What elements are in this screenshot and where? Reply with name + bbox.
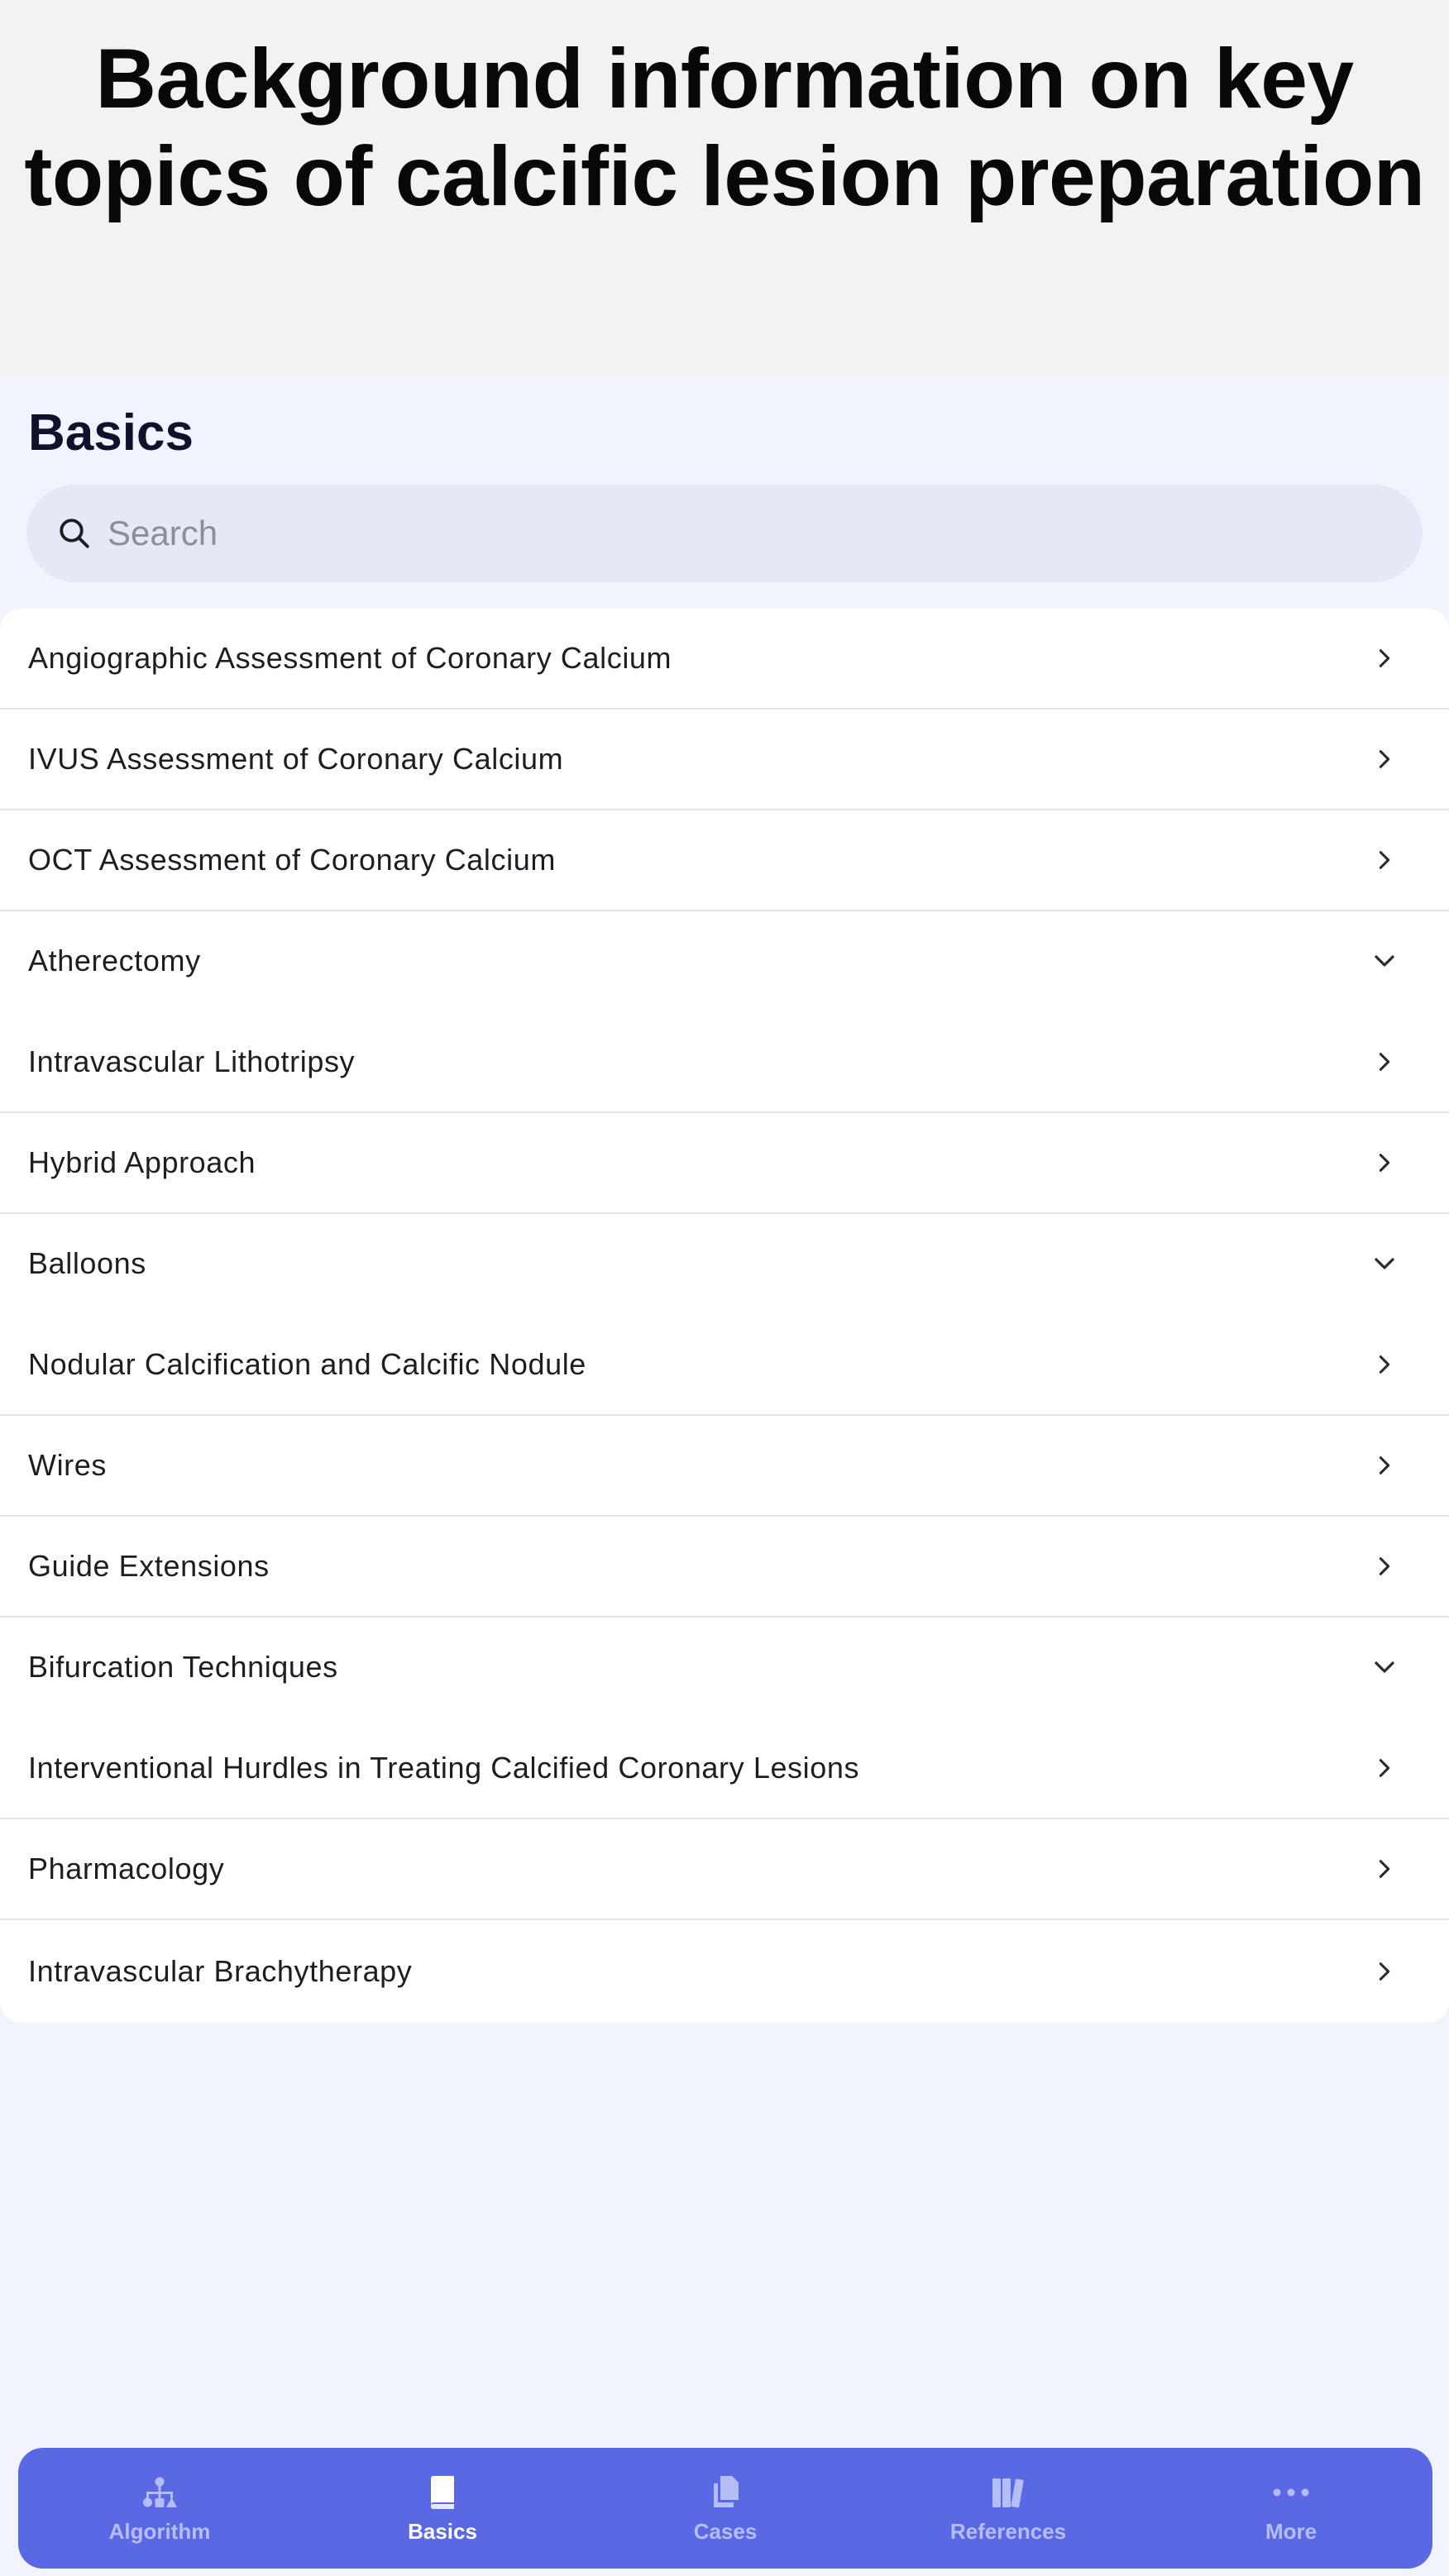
list-item-label: Intravascular Brachytherapy (28, 1954, 413, 1988)
chevron-down-icon (1366, 1649, 1403, 1685)
books-icon (988, 2473, 1028, 2512)
tab-label: Basics (408, 2518, 477, 2544)
chevron-down-icon (1366, 1245, 1403, 1282)
list-item-label: Interventional Hurdles in Treating Calcified Coronary Lesions (28, 1751, 860, 1785)
chevron-right-icon (1366, 1346, 1403, 1383)
list-item[interactable] (0, 1517, 1449, 1618)
chevron-right-icon (1366, 1044, 1403, 1080)
chevron-right-icon (1366, 1447, 1403, 1484)
list-item[interactable] (0, 1718, 1449, 1819)
chevron-right-icon (1366, 640, 1403, 676)
topics-list (0, 609, 1449, 2023)
tab-label: Algorithm (108, 2518, 211, 2544)
list-item-label: Pharmacology (28, 1852, 225, 1885)
list-item-label: Balloons (28, 1246, 146, 1280)
list-item-label: IVUS Assessment of Coronary Calcium (28, 742, 564, 776)
list-item[interactable] (0, 1819, 1449, 1920)
list-item[interactable] (0, 609, 1449, 710)
list-item-label: Atherectomy (28, 944, 201, 977)
tab-algorithm[interactable] (18, 2448, 301, 2569)
tab-references[interactable] (867, 2448, 1150, 2569)
list-item[interactable] (0, 1315, 1449, 1416)
chevron-right-icon (1366, 1953, 1403, 1990)
list-item-label: Guide Extensions (28, 1549, 270, 1583)
list-item-expandable[interactable] (0, 911, 1449, 1012)
search-icon (53, 512, 96, 555)
org-chart-icon (140, 2473, 179, 2512)
list-item[interactable] (0, 1012, 1449, 1113)
list-item-label: Hybrid Approach (28, 1145, 256, 1179)
tab-more[interactable] (1150, 2448, 1432, 2569)
search-bar[interactable] (26, 485, 1423, 582)
section-title: Basics (28, 404, 194, 461)
list-item-label: Wires (28, 1448, 107, 1482)
tab-label: More (1265, 2518, 1317, 2544)
chevron-right-icon (1366, 842, 1403, 878)
list-item-label: Angiographic Assessment of Coronary Calcium (28, 641, 672, 675)
list-item-label: Nodular Calcification and Calcific Nodule (28, 1347, 586, 1381)
chevron-right-icon (1366, 1145, 1403, 1181)
bottom-tab-bar (18, 2448, 1432, 2569)
tab-label: Cases (693, 2518, 758, 2544)
tab-cases[interactable] (584, 2448, 867, 2569)
chevron-right-icon (1366, 1851, 1403, 1887)
documents-icon (705, 2473, 745, 2512)
book-icon (423, 2473, 462, 2512)
search-input[interactable] (108, 500, 1348, 566)
chevron-right-icon (1366, 1548, 1403, 1584)
tab-basics[interactable] (301, 2448, 584, 2569)
list-item-expandable[interactable] (0, 1618, 1449, 1718)
list-item-label: Intravascular Lithotripsy (28, 1044, 356, 1078)
tab-label: References (949, 2518, 1067, 2544)
more-dots-icon (1271, 2473, 1311, 2512)
list-item[interactable] (0, 1416, 1449, 1517)
chevron-right-icon (1366, 1750, 1403, 1786)
list-item-label: OCT Assessment of Coronary Calcium (28, 843, 556, 877)
list-item[interactable] (0, 810, 1449, 911)
chevron-down-icon (1366, 943, 1403, 979)
chevron-right-icon (1366, 741, 1403, 777)
page-header (0, 0, 1449, 377)
page-title: Background information on key topics of calcific lesion preparation (24, 31, 1425, 223)
list-item[interactable] (0, 710, 1449, 810)
list-item[interactable] (0, 1920, 1449, 2023)
list-item-label: Bifurcation Techniques (28, 1650, 338, 1684)
list-item-expandable[interactable] (0, 1214, 1449, 1315)
list-item[interactable] (0, 1113, 1449, 1214)
